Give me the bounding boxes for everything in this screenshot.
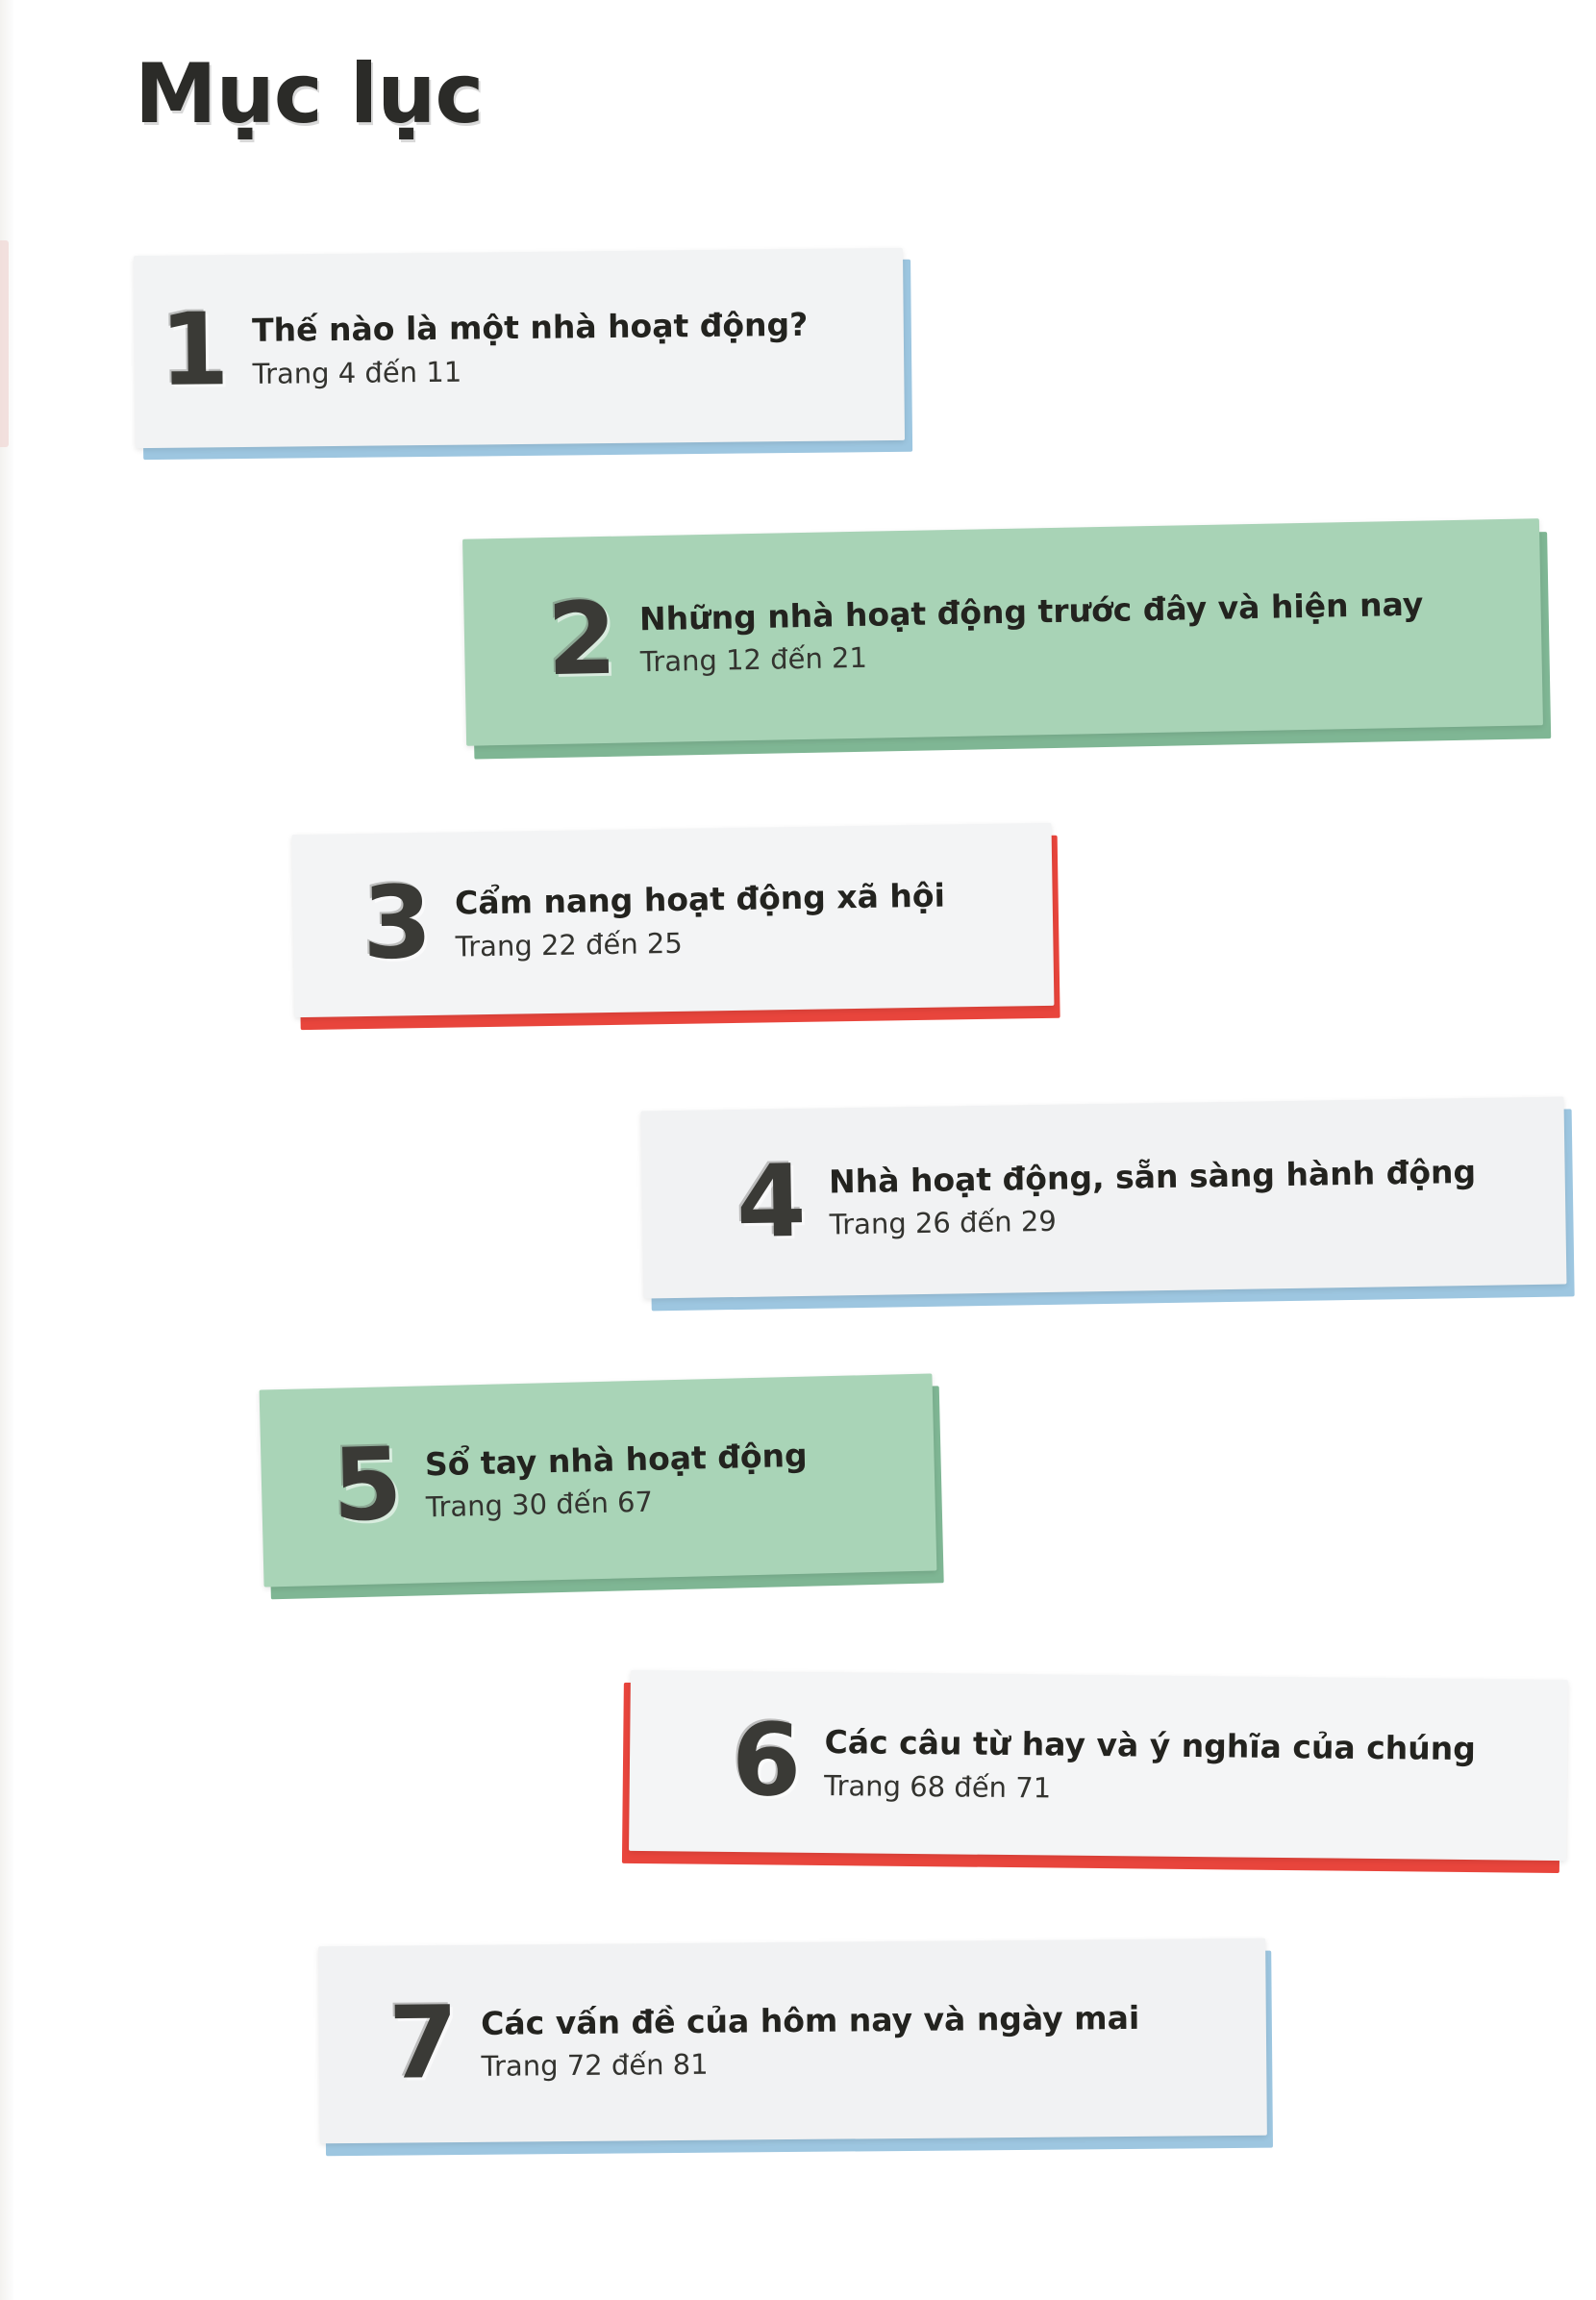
toc-entry[interactable] [629, 1670, 1568, 1861]
entry-number: 1 [159, 290, 231, 409]
entry-label: Các vấn đề của hôm nay và ngày mai [481, 1998, 1140, 2042]
entry-pages: Trang 12 đến 21 [639, 641, 868, 679]
toc-entry[interactable] [260, 1373, 937, 1587]
entry-pages: Trang 26 đến 29 [829, 1205, 1058, 1241]
entry-label: Cẩm nang hoạt động xã hội [454, 876, 946, 922]
entry-pages: Trang 22 đến 25 [455, 926, 684, 963]
entry-label: Sổ tay nhà hoạt động [424, 1436, 809, 1484]
entry-label: Nhà hoạt động, sẵn sàng hành động [828, 1152, 1477, 1201]
entry-number: 6 [731, 1701, 803, 1819]
entry-pages: Trang 68 đến 71 [823, 1768, 1052, 1805]
entry-pages: Trang 72 đến 81 [481, 2048, 709, 2084]
entry-number: 7 [387, 1983, 459, 2102]
entry-label: Các câu từ hay và ý nghĩa của chúng [824, 1723, 1477, 1768]
entry-number: 3 [362, 862, 434, 983]
entry-pages: Trang 4 đến 11 [252, 355, 462, 390]
entry-number: 4 [736, 1141, 808, 1261]
toc-entry[interactable] [462, 518, 1543, 745]
entry-number: 5 [331, 1424, 404, 1544]
entry-pages: Trang 30 đến 67 [425, 1485, 654, 1524]
toc-entry[interactable] [134, 248, 905, 448]
entry-number: 2 [545, 579, 618, 698]
page-title: Mục lục [135, 46, 484, 142]
toc-entry[interactable] [292, 823, 1055, 1017]
entry-label: Thế nào là một nhà hoạt động? [251, 306, 809, 350]
entry-label: Những nhà hoạt động trước đây và hiện nay [638, 585, 1424, 638]
toc-entry[interactable] [641, 1096, 1567, 1298]
toc-entry[interactable] [318, 1938, 1267, 2144]
